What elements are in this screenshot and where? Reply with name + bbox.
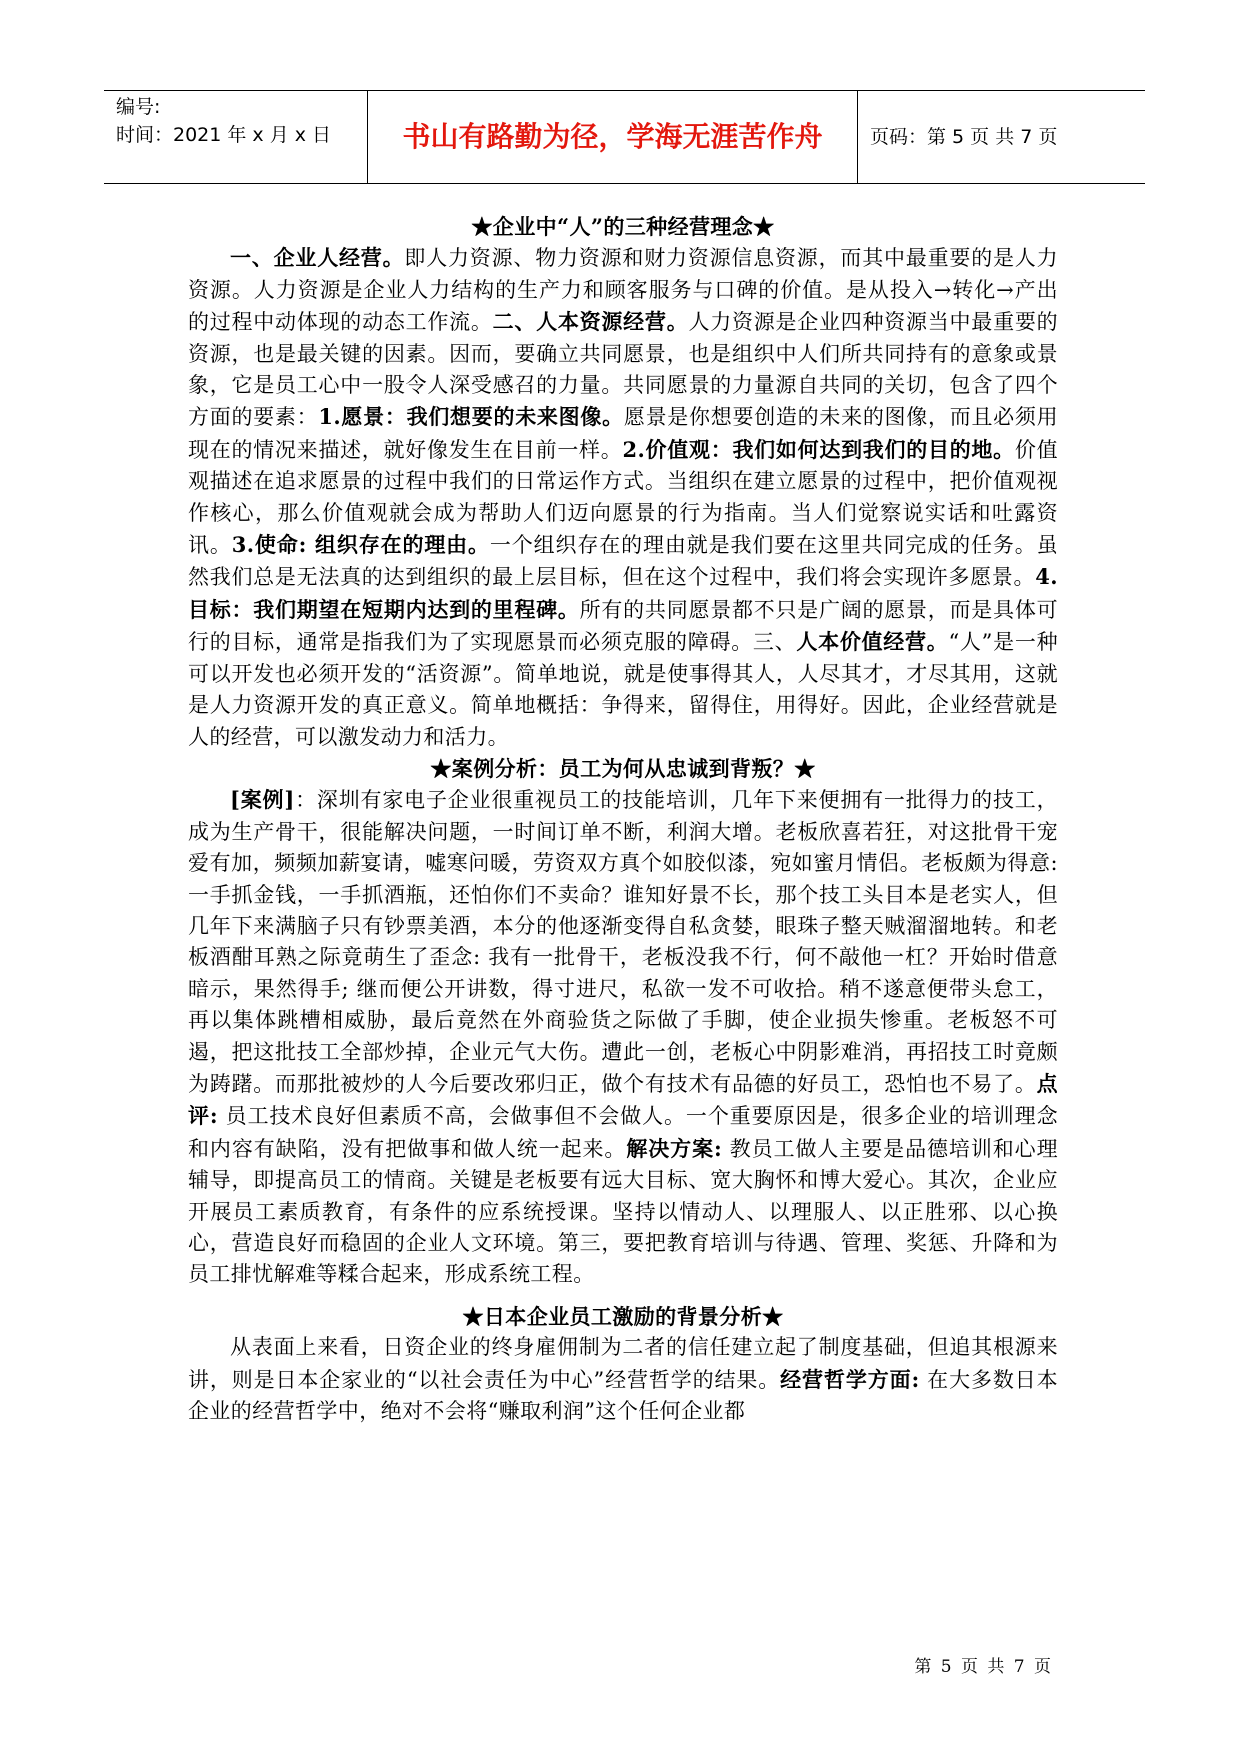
section-title-japan-incentives: ★日本企业员工激励的背景分析★ <box>462 1303 784 1329</box>
section-title-management-concepts: ★企业中“人”的三种经营理念★ <box>471 214 775 239</box>
text-run: 教员工做人主要是品德培训和心理辅导，即提高员工的情商。关键是老板要有远大目标、宽大胸怀和博大爱心。其次，企业应开展员工素质教育，有条件的应系统授课。坚持以情动人、以理服人、以正胜邪、以心换心，营造良好而稳固的企业人文环境。第三，要把教育培训与待遇、管理、奖惩、升降和为员工排忧解难等糅合起来，形成系统工程。 <box>188 1136 1058 1287</box>
text-run: 一个组织存在的理由就是我们要在这里共同完成的任务。虽然我们总是无法真的达到组织的最上层目标，但在这个过程中，我们将会实现许多愿景。 <box>188 533 1058 590</box>
paragraph-case-analysis <box>188 784 1058 1291</box>
text-run: 从表面上来看，日资企业的终身雇佣制为二者的信任建立起了制度基础，但追其根源来讲，则是日本企家业的“以社会责任为中心”经营哲学的结果。 <box>188 1335 1058 1392</box>
text-run: ：深圳有家电子企业很重视员工的技能培训，几年下来便拥有一批得力的技工，成为生产骨干，很能解决问题，一时间订单不断，利润大增。老板欣喜若狂，对这批骨干宠爱有加，频频加薪宴请，嘘寒问暖，劳资双方真个如胶似漆，宛如蜜月情侣。老板颇为得意: 一手抓金钱，一手抓酒瓶，还怕你们不卖命？谁知好景不长，那个技工头目本是老实人，但几年下来满脑子只有钞票美酒，本分的他逐渐变得自私贪婪，眼珠子整天贼溜溜地转。和老板酒酣耳熟之际竟萌生了歪念: 我有一批骨干，老板没我不行，何不敲他一杠？开始时借意暗示，果然得手; 继而便公开讲数，得寸进尺，私欲一发不可收拾。稍不遂意便带头怠工，再以集体跳槽相威胁，最后竟然在外商验货之际做了手脚，使企业损失惨重。老板怒不可遏，把这批技工全部炒掉，企业元气大伤。遭此一创，老板心中阴影难消，再招技工时竟颇为踌躇。而那批被炒的人今后要改邪归正，做个有技术有品德的好员工，恐怕也不易了。 <box>188 788 1058 1096</box>
header-page-info: 页码：第 5 页 共 7 页 <box>870 126 1058 148</box>
document-body <box>188 211 1058 1427</box>
text-run: 员工技术良好但素质不高，会做事但不会做人。一个重要原因是，很多企业的培训理念和内容有缺陷，没有把做事和做人统一起来。 <box>188 1104 1058 1161</box>
bold-phrase: 3.使命: 组织存在的理由。 <box>231 532 490 558</box>
header-motto: 书山有路勤为径，学海无涯苦作舟 <box>368 91 858 183</box>
bold-phrase: 人本价值经营。 <box>796 629 949 655</box>
document-number-label: 编号: <box>116 96 161 118</box>
paragraph-japan-incentives <box>188 1332 1058 1427</box>
page-footer: 第 5 页 共 7 页 <box>914 1657 1053 1677</box>
text-run: 价值观描述在追求愿景的过程中我们的日常运作方式。当组织在建立愿景的过程中，把价值观视作核心，那么价值观就会成为帮助人们迈向愿景的行为指南。当人们觉察说实话和吐露资讯。 <box>188 437 1058 558</box>
section-title-case-analysis: ★案例分析：员工为何从忠诚到背叛？★ <box>430 755 816 781</box>
bold-phrase: 4.目标：我们期望在短期内达到的里程碑。 <box>188 564 1058 622</box>
bold-phrase: 2.价值观：我们如何达到我们的目的地。 <box>622 436 1015 462</box>
document-header <box>104 90 1145 184</box>
bold-phrase: [案例] <box>230 787 295 813</box>
text-run: 所有的共同愿景都不只是广阔的愿景，而是具体可行的目标，通常是指我们为了实现愿景而必须克服的障碍。三、 <box>188 597 1058 655</box>
text-run: 即人力资源、物力资源和财力资源信息资源，而其中最重要的是人力资源。人力资源是企业人力结构的生产力和顾客服务与口碑的价值。是从投入→转化→产出的过程中动体现的动态工作流。 <box>188 246 1059 335</box>
bold-phrase: 解决方案: <box>626 1135 723 1161</box>
text-run: 人力资源是企业四种资源当中最重要的资源，也是最关键的因素。因而，要确立共同愿景，也是组织中人们所共同持有的意象或景象，它是员工心中一股令人深受感召的力量。共同愿景的力量源自共同的关切，包含了四个方面的要素： <box>188 310 1058 430</box>
text-run: 在大多数日本企业的经营哲学中，绝对不会将“赚取利润”这个任何企业都 <box>188 1367 1058 1424</box>
text-run: 愿景是你想要创造的未来的图像，而且必须用现在的情况来描述，就好像发生在目前一样。 <box>188 405 1059 462</box>
bold-phrase: 经营哲学方面: <box>780 1366 920 1392</box>
bold-phrase: 一、企业人经营。 <box>230 245 405 271</box>
document-time-label: 时间：2021 年 x 月 x 日 <box>116 124 332 146</box>
bold-phrase: 1.愿景：我们想要的未来图像。 <box>318 404 624 430</box>
bold-phrase: 二、人本资源经营。 <box>492 309 689 335</box>
paragraph-management-concepts <box>188 242 1058 753</box>
bold-phrase: 点评: <box>188 1070 1058 1129</box>
header-info-cell <box>104 91 368 183</box>
text-run: “人”是一种可以开发也必须开发的“活资源”。简单地说，就是使事得其人，人尽其才，才尽其用，这就是人力资源开发的真正意义。简单地概括：争得来，留得住，用得好。因此，企业经营就是人的经营，可以激发动力和活力。 <box>188 630 1058 749</box>
